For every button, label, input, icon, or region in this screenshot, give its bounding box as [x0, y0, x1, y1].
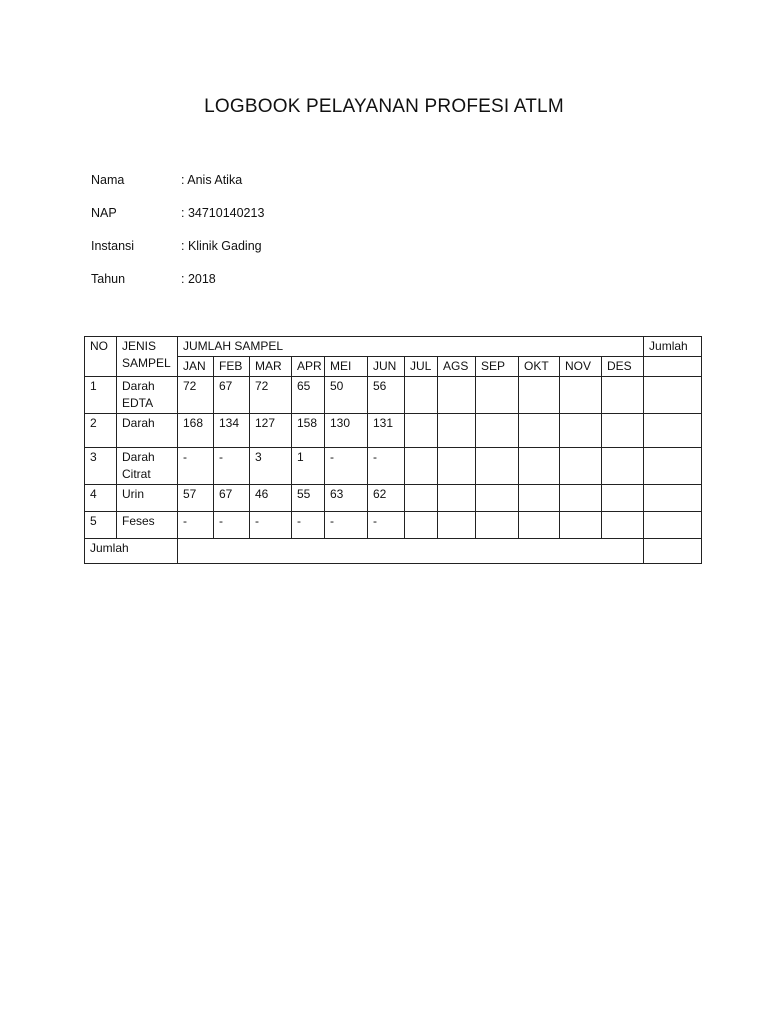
- cell-month-value: 72: [250, 377, 292, 414]
- header-month: JUN: [368, 357, 405, 377]
- cell-month-value: -: [368, 512, 405, 539]
- header-no: NO: [85, 337, 117, 377]
- cell-month-value: [602, 377, 644, 414]
- cell-month-value: [519, 485, 560, 512]
- cell-month-value: [405, 485, 438, 512]
- cell-month-value: [405, 512, 438, 539]
- table-row: [85, 414, 702, 448]
- cell-jumlah: [644, 377, 702, 414]
- total-jumlah: [644, 539, 702, 564]
- cell-no: 5: [85, 512, 117, 539]
- cell-month-value: 72: [178, 377, 214, 414]
- cell-month-value: 131: [368, 414, 405, 448]
- cell-month-value: 62: [368, 485, 405, 512]
- month-header-row: [85, 357, 702, 377]
- cell-month-value: [476, 414, 519, 448]
- cell-month-value: 56: [368, 377, 405, 414]
- cell-month-value: 127: [250, 414, 292, 448]
- cell-month-value: [476, 377, 519, 414]
- cell-month-value: 57: [178, 485, 214, 512]
- cell-month-value: -: [325, 512, 368, 539]
- cell-month-value: -: [325, 448, 368, 485]
- cell-month-value: 3: [250, 448, 292, 485]
- cell-month-value: -: [214, 512, 250, 539]
- cell-month-value: [602, 414, 644, 448]
- cell-month-value: [519, 377, 560, 414]
- info-label-instansi: Instansi: [91, 239, 135, 253]
- cell-jenis-sampel: Urin: [117, 485, 178, 512]
- total-row: [85, 539, 702, 564]
- cell-no: 4: [85, 485, 117, 512]
- cell-month-value: 1: [292, 448, 325, 485]
- cell-month-value: [519, 414, 560, 448]
- info-row-tahun: [91, 270, 216, 288]
- header-month: JUL: [405, 357, 438, 377]
- header-jenis-sampel: JENIS SAMPEL: [117, 337, 178, 377]
- cell-month-value: [438, 448, 476, 485]
- logbook-table: [84, 336, 702, 564]
- cell-month-value: 65: [292, 377, 325, 414]
- cell-month-value: [519, 512, 560, 539]
- cell-month-value: -: [178, 448, 214, 485]
- header-month: DES: [602, 357, 644, 377]
- page-title: LOGBOOK PELAYANAN PROFESI ATLM: [204, 96, 564, 117]
- header-month: OKT: [519, 357, 560, 377]
- table-row: [85, 377, 702, 414]
- cell-month-value: 67: [214, 485, 250, 512]
- cell-month-value: 63: [325, 485, 368, 512]
- cell-jumlah: [644, 485, 702, 512]
- info-label-nap: NAP: [91, 206, 117, 220]
- cell-month-value: [560, 485, 602, 512]
- cell-jumlah: [644, 414, 702, 448]
- info-row-instansi: [91, 237, 262, 255]
- cell-month-value: -: [214, 448, 250, 485]
- table-row: [85, 448, 702, 485]
- cell-month-value: 50: [325, 377, 368, 414]
- table-row: [85, 512, 702, 539]
- cell-month-value: [560, 512, 602, 539]
- cell-jumlah: [644, 448, 702, 485]
- cell-jenis-sampel: Darah: [117, 414, 178, 448]
- info-value-tahun: : 2018: [181, 272, 216, 286]
- cell-month-value: -: [250, 512, 292, 539]
- header-month: MEI: [325, 357, 368, 377]
- cell-month-value: 130: [325, 414, 368, 448]
- cell-month-value: -: [292, 512, 325, 539]
- cell-month-value: [560, 448, 602, 485]
- cell-month-value: -: [178, 512, 214, 539]
- header-row: [85, 337, 702, 357]
- header-month: APR: [292, 357, 325, 377]
- info-label-nama: Nama: [91, 173, 125, 187]
- info-value-nama: : Anis Atika: [181, 173, 243, 187]
- header-jumlah-sampel: JUMLAH SAMPEL: [178, 337, 644, 357]
- cell-jumlah: [644, 512, 702, 539]
- cell-month-value: -: [368, 448, 405, 485]
- cell-jenis-sampel: Feses: [117, 512, 178, 539]
- header-month: FEB: [214, 357, 250, 377]
- table-row: [85, 485, 702, 512]
- cell-no: 3: [85, 448, 117, 485]
- cell-month-value: [602, 485, 644, 512]
- cell-month-value: [438, 414, 476, 448]
- cell-month-value: [602, 512, 644, 539]
- cell-month-value: [560, 377, 602, 414]
- cell-month-value: [405, 448, 438, 485]
- cell-month-value: 55: [292, 485, 325, 512]
- cell-month-value: 168: [178, 414, 214, 448]
- info-value-instansi: : Klinik Gading: [181, 239, 262, 253]
- cell-month-value: 46: [250, 485, 292, 512]
- info-row-nap: [91, 204, 264, 222]
- cell-no: 1: [85, 377, 117, 414]
- header-jumlah-blank: [644, 357, 702, 377]
- header-month: SEP: [476, 357, 519, 377]
- info-label-tahun: Tahun: [91, 272, 126, 286]
- header-month: NOV: [560, 357, 602, 377]
- cell-month-value: [476, 485, 519, 512]
- cell-month-value: 67: [214, 377, 250, 414]
- cell-month-value: [405, 414, 438, 448]
- total-value: [178, 539, 644, 564]
- header-month: MAR: [250, 357, 292, 377]
- cell-no: 2: [85, 414, 117, 448]
- cell-month-value: [438, 512, 476, 539]
- cell-month-value: [476, 448, 519, 485]
- cell-month-value: [602, 448, 644, 485]
- header-month: JAN: [178, 357, 214, 377]
- cell-month-value: [438, 485, 476, 512]
- cell-month-value: [560, 414, 602, 448]
- cell-month-value: [438, 377, 476, 414]
- cell-month-value: [476, 512, 519, 539]
- cell-month-value: [519, 448, 560, 485]
- cell-month-value: 158: [292, 414, 325, 448]
- cell-month-value: 134: [214, 414, 250, 448]
- total-label: Jumlah: [85, 539, 178, 564]
- info-value-nap: : 34710140213: [181, 206, 265, 220]
- cell-jenis-sampel: Darah Citrat: [117, 448, 178, 485]
- info-row-nama: [91, 171, 242, 189]
- header-jumlah: Jumlah: [644, 337, 702, 357]
- cell-jenis-sampel: Darah EDTA: [117, 377, 178, 414]
- header-month: AGS: [438, 357, 476, 377]
- cell-month-value: [405, 377, 438, 414]
